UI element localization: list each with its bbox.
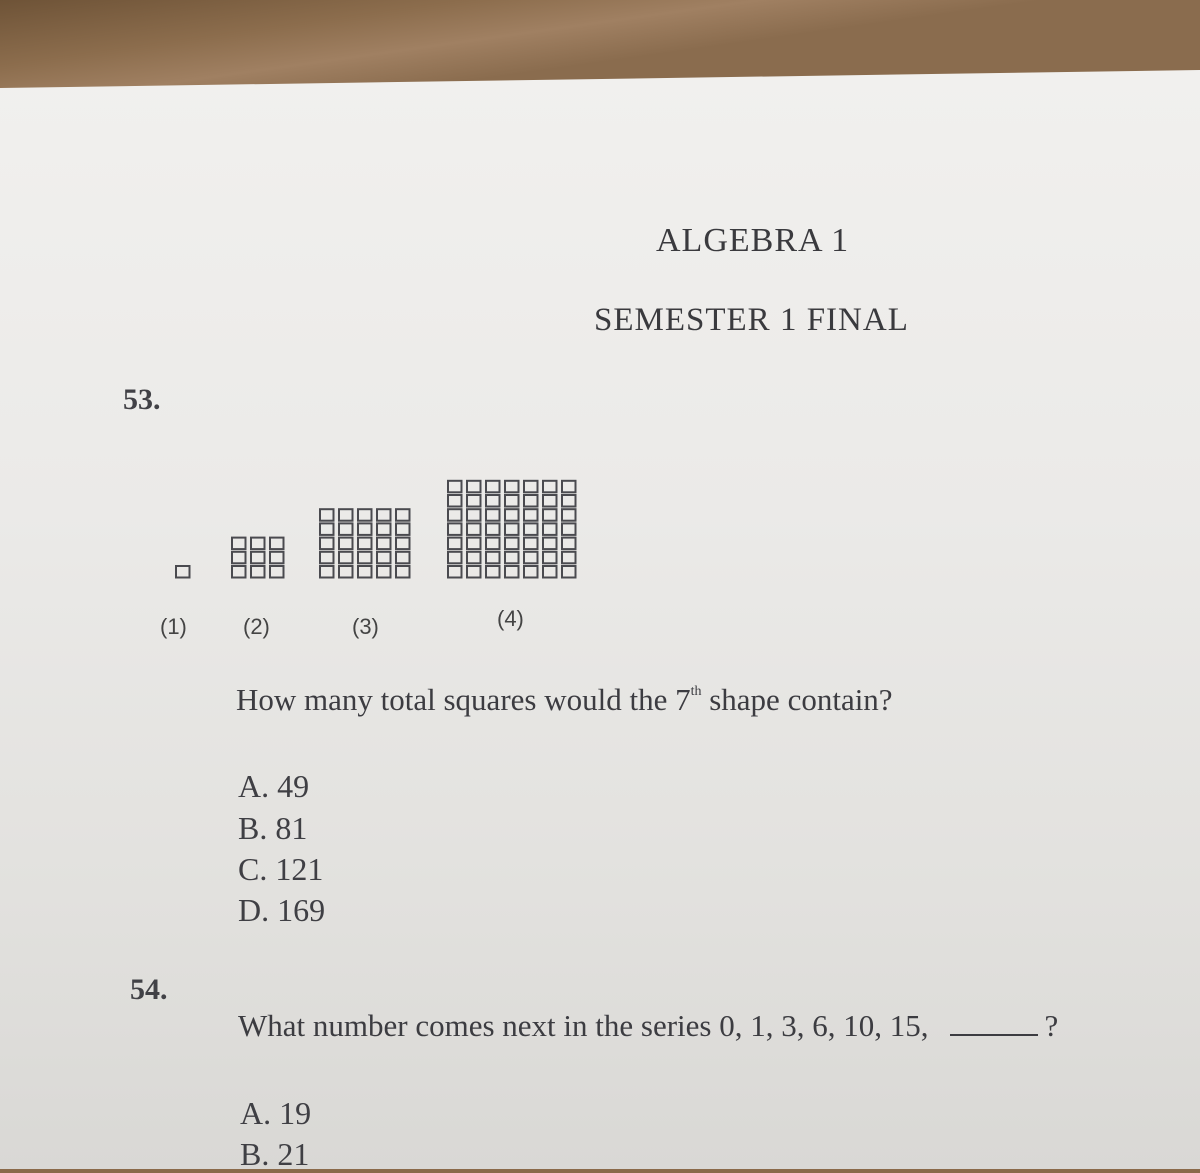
figure-1-square [176, 566, 190, 578]
figure-4-square [524, 495, 538, 507]
figure-3-square [320, 523, 334, 535]
figure-4-square [486, 495, 500, 507]
figure-4-square [448, 552, 462, 564]
figure-4-square [505, 538, 519, 550]
figure-label-2: (2) [243, 614, 270, 639]
figure-4-square [448, 566, 462, 578]
figure-3-square [396, 552, 410, 564]
figure-4-square [562, 538, 576, 550]
figure-4-square [543, 566, 557, 578]
figure-4-square [562, 523, 576, 535]
figure-4-square [524, 509, 538, 521]
figure-label-4: (4) [497, 606, 524, 631]
figure-3-square [339, 538, 353, 550]
figure-4-square [486, 523, 500, 535]
figure-4-square [448, 509, 462, 521]
figure-4-square [448, 495, 462, 507]
figure-4-square [543, 552, 557, 564]
figure-2-square [232, 566, 246, 578]
figure-4-square [562, 481, 576, 493]
figure-3-square [339, 509, 353, 521]
figure-2-square [270, 552, 284, 564]
figure-4-square [562, 509, 576, 521]
figure-2-square [232, 538, 246, 550]
figure-4-square [486, 538, 500, 550]
figure-4-square [505, 523, 519, 535]
question-53-number: 53. [123, 383, 161, 416]
figure-4-square [448, 523, 462, 535]
figure-4-square [524, 566, 538, 578]
q54-choice-b: B. 21 [240, 1136, 310, 1172]
figure-4-square [543, 481, 557, 493]
figure-2-square [270, 538, 284, 550]
figure-4-square [562, 566, 576, 578]
figure-3-square [320, 509, 334, 521]
figure-4-square [467, 509, 481, 521]
exam-title: SEMESTER 1 FINAL [594, 302, 909, 338]
figure-4-square [543, 509, 557, 521]
figure-4-square [486, 509, 500, 521]
figure-3-square [339, 566, 353, 578]
figure-4-square [448, 538, 462, 550]
figure-3-square [358, 538, 372, 550]
figure-3-square [358, 566, 372, 578]
figure-2-square [232, 552, 246, 564]
figure-3-square [377, 509, 391, 521]
figure-3-square [377, 523, 391, 535]
figure-3-square [396, 566, 410, 578]
figure-4-square [448, 481, 462, 493]
figure-2-square [251, 566, 265, 578]
figure-4-square [505, 552, 519, 564]
question-54-number: 54. [130, 973, 168, 1006]
q53-choice-a: A. 49 [238, 768, 310, 804]
figure-4-square [467, 552, 481, 564]
figure-4-square [543, 495, 557, 507]
figure-4-square [543, 523, 557, 535]
figure-2-square [251, 538, 265, 550]
figure-3-square [320, 566, 334, 578]
figure-4-square [524, 523, 538, 535]
figure-label-3: (3) [352, 614, 379, 639]
figure-3-square [320, 552, 334, 564]
figure-4-square [486, 481, 500, 493]
figure-4-square [524, 481, 538, 493]
figure-3-square [377, 566, 391, 578]
figure-4-square [467, 538, 481, 550]
q53-choice-d: D. 169 [238, 892, 326, 928]
figure-3-square [377, 552, 391, 564]
figure-2-square [270, 566, 284, 578]
question-54-text: What number comes next in the series 0, 1, 3, 6, 10, 15, ? [238, 1008, 1059, 1043]
figure-4-square [524, 552, 538, 564]
figure-3-square [358, 523, 372, 535]
figure-4-square [505, 495, 519, 507]
figure-label-1: (1) [160, 614, 187, 639]
q53-choice-b: B. 81 [238, 810, 308, 846]
answer-blank [950, 1014, 1038, 1036]
figure-3-square [396, 509, 410, 521]
course-title: ALGEBRA 1 [656, 222, 850, 259]
q54-choice-a: A. 19 [240, 1095, 312, 1131]
figure-4-square [467, 566, 481, 578]
figure-4-square [562, 552, 576, 564]
figure-4-square [524, 538, 538, 550]
figure-4-square [467, 523, 481, 535]
q53-choice-c: C. 121 [238, 851, 324, 887]
figure-4-square [562, 495, 576, 507]
figure-3-square [377, 538, 391, 550]
figure-4-square [486, 552, 500, 564]
figure-4-square [505, 509, 519, 521]
figure-4-square [467, 495, 481, 507]
figure-4-square [543, 538, 557, 550]
figure-3-square [339, 523, 353, 535]
figure-3-square [396, 523, 410, 535]
figure-4-square [505, 566, 519, 578]
figure-4-square [505, 481, 519, 493]
figure-4-square [467, 481, 481, 493]
figure-4-square [486, 566, 500, 578]
question-53-text: How many total squares would the 7th shape contain? [236, 682, 893, 717]
figure-3-square [358, 509, 372, 521]
figure-3-square [396, 538, 410, 550]
figure-2-square [251, 552, 265, 564]
figure-3-square [320, 538, 334, 550]
figure-3-square [358, 552, 372, 564]
figure-3-square [339, 552, 353, 564]
